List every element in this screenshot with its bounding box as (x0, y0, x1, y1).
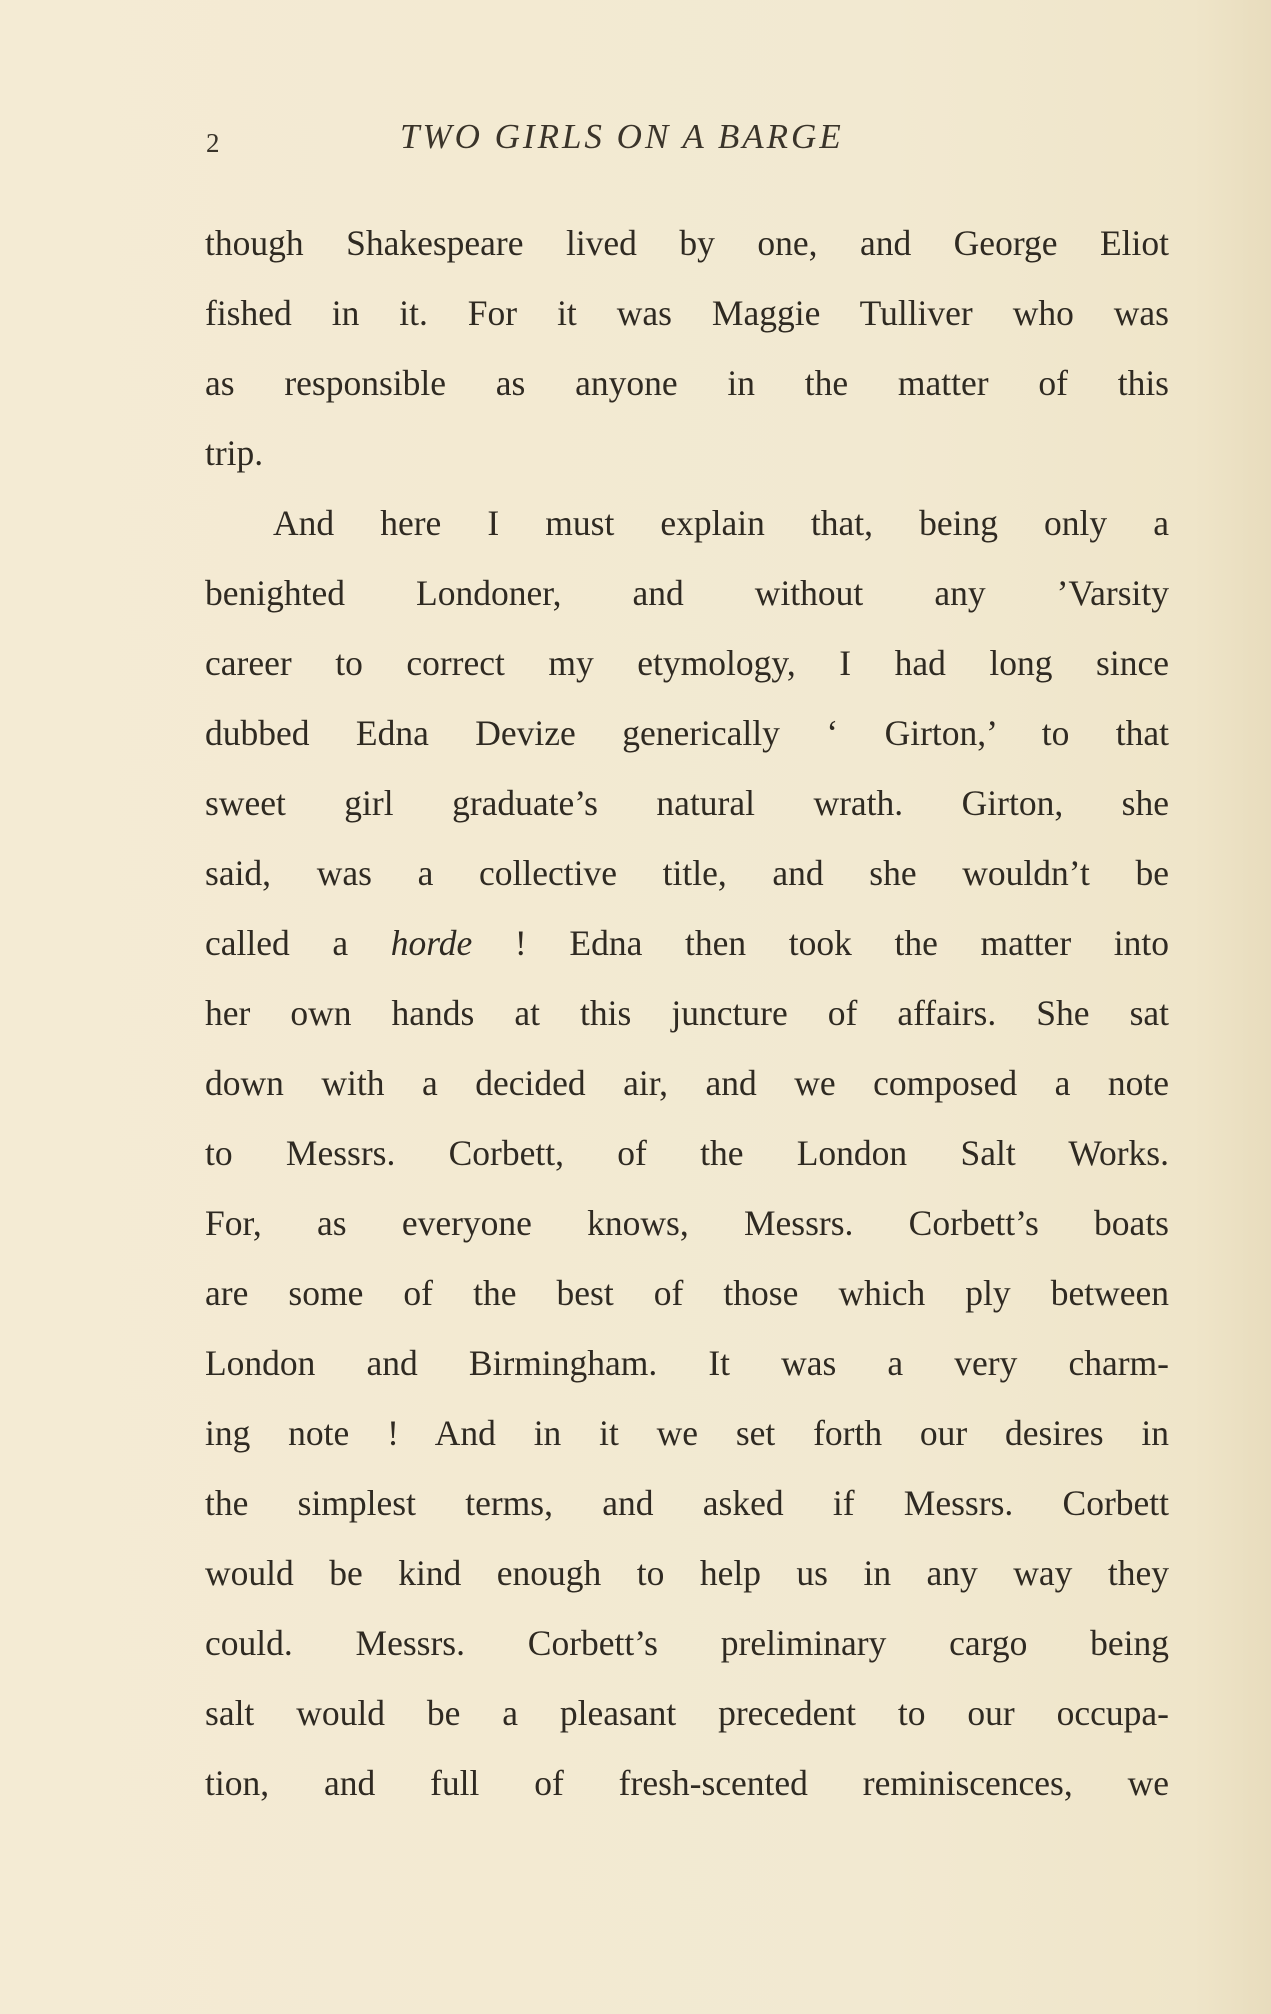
text-line: as responsible as anyone in the matter of this (205, 363, 1169, 403)
text-line: down with a decided air, and we composed a note (205, 1063, 1169, 1103)
text-fragment: called a (205, 923, 349, 963)
running-title: TWO GIRLS ON A BARGE (400, 117, 844, 156)
text-line: For, as everyone knows, Messrs. Corbett’s boats (205, 1203, 1169, 1243)
text-line: dubbed Edna Devize generically ‘ Girton,’ to that (205, 713, 1169, 753)
text-line: the simplest terms, and asked if Messrs. Corbett (205, 1483, 1169, 1523)
text-line: her own hands at this juncture of affairs. She sat (205, 993, 1169, 1033)
text-line: though Shakespeare lived by one, and George Eliot (205, 223, 1169, 263)
text-line: London and Birmingham. It was a very charm- (205, 1343, 1169, 1383)
italic-word: horde (390, 923, 473, 963)
text-line: salt would be a pleasant precedent to our occupa- (205, 1693, 1169, 1733)
text-line: fished in it. For it was Maggie Tulliver who was (205, 293, 1169, 333)
text-fragment: ! Edna then took the matter into (472, 923, 1169, 963)
text-line: said, was a collective title, and she wouldn’t be (205, 853, 1169, 893)
text-line: are some of the best of those which ply between (205, 1273, 1169, 1313)
page-number: 2 (206, 128, 220, 158)
text-line: benighted Londoner, and without any ’Varsity (205, 573, 1169, 613)
body-text (205, 208, 1169, 1818)
text-line: And here I must explain that, being only a (273, 503, 1169, 543)
text-line: trip. (205, 433, 264, 473)
text-line: to Messrs. Corbett, of the London Salt Works. (205, 1133, 1169, 1173)
text-line: would be kind enough to help us in any way they (205, 1553, 1169, 1593)
text-line: ing note ! And in it we set forth our desires in (205, 1413, 1169, 1453)
text-line: tion, and full of fresh-scented reminiscences, we (205, 1763, 1169, 1803)
text-line (205, 908, 1169, 978)
text-line: career to correct my etymology, I had long since (205, 643, 1169, 683)
text-line: could. Messrs. Corbett’s preliminary cargo being (205, 1623, 1169, 1663)
text-line: sweet girl graduate’s natural wrath. Girton, she (205, 783, 1169, 823)
